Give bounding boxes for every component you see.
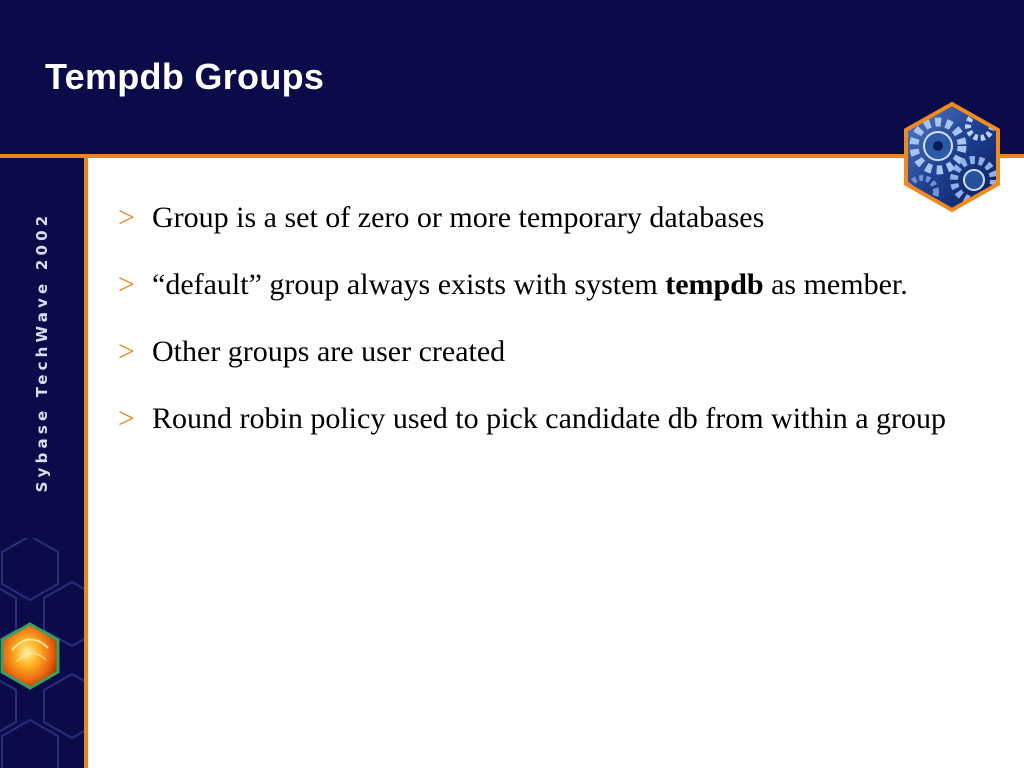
header-divider (0, 154, 1024, 158)
bullet-marker: > (118, 201, 135, 234)
bullet-text-after: as member. (763, 268, 908, 301)
slide-title: Tempdb Groups (45, 56, 325, 97)
bullet-marker: > (118, 268, 135, 301)
bullet-list (118, 196, 978, 464)
bullet-marker: > (118, 335, 135, 368)
bullet-marker: > (118, 402, 135, 435)
bullet-text-bold: tempdb (665, 268, 764, 301)
header-band (0, 0, 1024, 154)
bullet-item (118, 196, 978, 239)
sidebar-divider (84, 154, 88, 768)
bullet-text: Group is a set of zero or more temporary databases (152, 201, 765, 234)
bullet-item (118, 330, 978, 373)
bullet-text: Round robin policy used to pick candidate db from within a group (152, 402, 947, 435)
bullet-item (118, 263, 978, 306)
bullet-text-before: “default” group always exists with system (152, 268, 666, 301)
hexagon-pattern-decoration (0, 538, 84, 768)
sidebar-brand-text: Sybase TechWave 2002 (33, 211, 51, 493)
bullet-item (118, 397, 978, 440)
bullet-text: Other groups are user created (152, 335, 506, 368)
